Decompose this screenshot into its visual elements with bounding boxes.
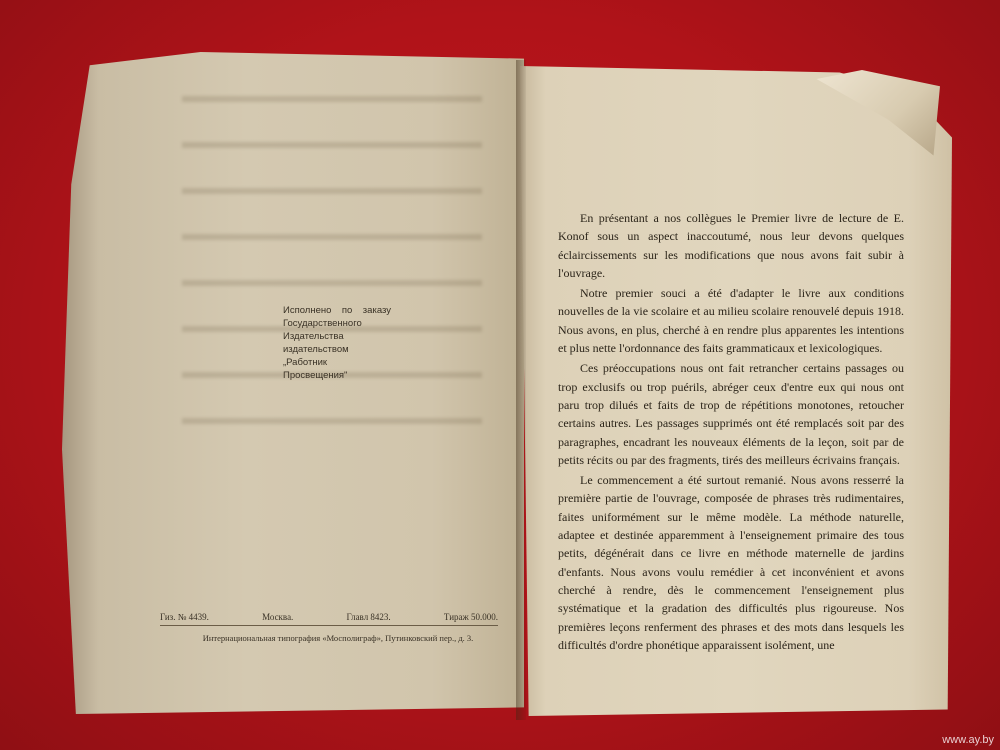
preface-text [558,209,904,656]
print-run: Тираж 50.000. [443,612,498,622]
site-watermark: www.ay.by [942,734,994,746]
publisher-imprint: Исполнено по заказу Государственного Издательства издательством „Работник Просвещения" [283,305,391,381]
giz-number: Гиз. № 4439. [160,612,209,622]
paragraph: En présentant a nos collègues le Premier livre de lecture de E. Konof sous un aspect inaccoutumé, nous leur devons quelques éclaircissements sur les modifications que nous avons fait subir à l'ouvrage. [558,211,904,280]
glavlit-number: Главл 8423. [346,612,391,622]
paragraph: Notre premier souci a été d'adapter le livre aux conditions nouvelles de la vie scolaire et au milieu scolaire renouvelé depuis 1918. Nous avons, en plus, cherché à en rendre plus apparentes les intentions et plus nette l'ordonnance des faits grammaticaux et lexicologiques. [558,286,904,356]
book-spine [516,60,526,720]
paragraph: Ces préoccupations nous ont fait retrancher certains passages ou trop exclusifs ou trop puérils, abréger ceux d'entre eux qui nous ont paru trop dilués et faits de trop de répétitions monotones, retoucher certains autres. Les passages supprimés ont été remplacés soit par des paragraphes, encadrant les nouveaux éléments de la leçon, soit par de petits récits ou par des fragments, tirés des meilleurs écrivains français. [558,361,904,467]
show-through-print [182,72,482,462]
paragraph: Le commencement a été surtout remanié. Nous avons resserré la première partie de l'ouvrage, composée de phrases très rudimentaires, faites uniformément sur le même modèle. La méthode naturelle, adaptee et destinée apparemment à l'enseignement primaire des tous petits, dégénérait dans ce livre en méthode maternelle de jardins d'enfants. Nous avons voulu remédier à cet inconvénient et avons cherché à rendre, dès le commencement l'enseignement plus systématique et la gradation des difficultés plus rigoureuse. Nos premières leçons renferment des phrases et des mots dans lesquels les difficultés d'ordre phonétique apparaissent isolément, une [558,473,904,652]
printer-line: Интернациональная типография «Мосполиграф», Путинковский пер., д. 3. [202,633,474,643]
colophon-line [160,612,498,626]
city: Москва. [262,612,294,622]
